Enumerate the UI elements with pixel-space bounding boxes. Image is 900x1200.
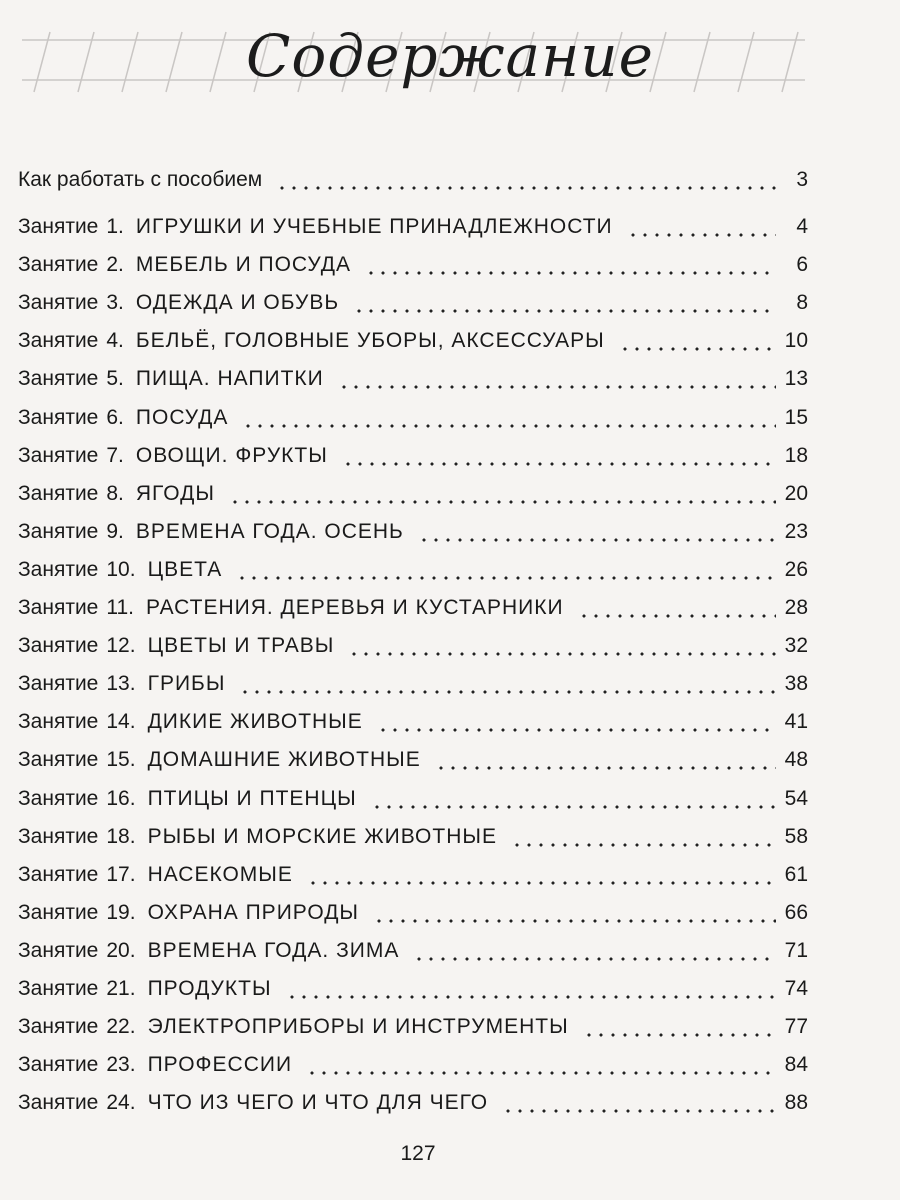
entry-number: 10. <box>106 557 136 581</box>
dot-leader <box>373 918 776 924</box>
dot-leader <box>365 270 776 276</box>
entry-prefix: Занятие <box>18 215 99 238</box>
intro-page-number: 3 <box>796 168 808 191</box>
entry-number: 15. <box>106 748 136 772</box>
entry-title: ОХРАНА ПРИРОДЫ <box>147 900 360 924</box>
entry-label <box>18 520 404 544</box>
entry-prefix: Занятие <box>18 824 99 848</box>
entry-prefix: Занятие <box>18 596 99 619</box>
entry-title: РАСТЕНИЯ. ДЕРЕВЬЯ И КУСТАРНИКИ <box>146 596 564 619</box>
entry-title: ПРОФЕССИИ <box>147 1053 293 1077</box>
entry-prefix: Занятие <box>18 1015 99 1039</box>
toc-entry[interactable] <box>18 520 808 554</box>
entry-number: 11. <box>106 596 135 619</box>
toc-entry[interactable] <box>18 901 808 935</box>
dot-leader <box>338 384 776 390</box>
entry-title: РЫБЫ И МОРСКИЕ ЖИВОТНЫЕ <box>147 824 497 848</box>
entry-title: ПРОДУКТЫ <box>147 977 272 1000</box>
entry-number: 19. <box>106 900 136 924</box>
dot-leader <box>435 765 776 771</box>
entry-prefix: Занятие <box>18 900 99 924</box>
entry-label <box>18 634 334 658</box>
entry-number: 7. <box>106 443 124 467</box>
heading-band <box>0 0 900 120</box>
entry-prefix: Занятие <box>18 367 99 391</box>
entry-label <box>18 291 339 315</box>
entry-title: ПТИЦЫ И ПТЕНЦЫ <box>147 786 357 810</box>
entry-prefix: Занятие <box>18 786 99 810</box>
entry-title: ЯГОДЫ <box>135 481 215 505</box>
entry-number: 5. <box>106 367 124 391</box>
entry-page-number: 20 <box>784 481 808 505</box>
toc-entry[interactable] <box>18 406 808 440</box>
entry-page-number: 4 <box>796 215 808 238</box>
dot-leader <box>413 956 776 962</box>
entry-title: ГРИБЫ <box>147 672 226 696</box>
intro-label: Как работать с пособием <box>18 168 263 191</box>
entry-number: 9. <box>106 519 124 543</box>
entry-prefix: Занятие <box>18 519 99 543</box>
dot-leader <box>342 461 776 467</box>
page-title: Содержание <box>246 22 654 90</box>
entry-label <box>18 215 613 239</box>
dot-leader <box>627 232 776 238</box>
toc-entry[interactable] <box>18 215 808 249</box>
entry-page-number: 32 <box>784 634 808 658</box>
toc-entry[interactable] <box>18 863 808 897</box>
dot-leader <box>511 842 776 848</box>
entry-page-number: 54 <box>784 786 808 810</box>
entry-prefix: Занятие <box>18 443 99 467</box>
entry-number: 13. <box>106 672 136 696</box>
entry-number: 1. <box>106 215 124 238</box>
entry-label <box>18 406 228 430</box>
toc-entry[interactable] <box>18 329 808 363</box>
dot-leader <box>583 1032 776 1038</box>
dot-leader <box>229 499 776 505</box>
entry-number: 20. <box>106 938 136 962</box>
toc-entry[interactable] <box>18 710 808 744</box>
entry-prefix: Занятие <box>18 291 99 315</box>
entry-page-number: 88 <box>784 1091 808 1115</box>
entry-number: 8. <box>106 481 124 505</box>
dot-leader <box>578 613 776 619</box>
entry-title: ДИКИЕ ЖИВОТНЫЕ <box>147 710 363 734</box>
dot-leader <box>418 537 776 543</box>
dot-leader <box>371 804 776 810</box>
entry-number: 4. <box>106 329 124 353</box>
dot-leader <box>306 1070 776 1076</box>
entry-label <box>18 1091 488 1115</box>
dot-leader <box>239 689 776 695</box>
footer-page-number: 127 <box>400 1142 436 1165</box>
entry-label <box>18 939 399 963</box>
entry-prefix: Занятие <box>18 672 99 696</box>
entry-number: 3. <box>106 291 124 315</box>
dot-leader <box>276 185 776 191</box>
toc-entry[interactable] <box>18 977 808 1011</box>
entry-label <box>18 253 351 277</box>
entry-page-number: 41 <box>784 710 808 734</box>
toc-entry[interactable] <box>18 1053 808 1087</box>
dot-leader <box>236 575 776 581</box>
entry-number: 6. <box>106 405 124 429</box>
entry-prefix: Занятие <box>18 862 99 886</box>
entry-label <box>18 482 215 506</box>
dot-leader <box>242 423 776 429</box>
entry-label <box>18 596 564 620</box>
entry-prefix: Занятие <box>18 634 99 658</box>
entry-page-number: 38 <box>784 672 808 696</box>
entry-title: ЧТО ИЗ ЧЕГО И ЧТО ДЛЯ ЧЕГО <box>147 1091 489 1115</box>
entry-prefix: Занятие <box>18 748 99 772</box>
entry-title: ИГРУШКИ И УЧЕБНЫЕ ПРИНАДЛЕЖНОСТИ <box>135 215 613 238</box>
entry-label <box>18 367 324 391</box>
entry-page-number: 61 <box>784 862 808 886</box>
toc-entry[interactable] <box>18 558 808 592</box>
entry-prefix: Занятие <box>18 710 99 734</box>
entry-label <box>18 748 421 772</box>
entry-title: ВРЕМЕНА ГОДА. ЗИМА <box>147 938 400 962</box>
entry-page-number: 13 <box>784 367 808 391</box>
entry-prefix: Занятие <box>18 1091 99 1115</box>
dot-leader <box>348 651 776 657</box>
entry-label <box>18 977 272 1001</box>
entry-title: ЦВЕТЫ И ТРАВЫ <box>147 634 335 658</box>
toc-entry[interactable] <box>18 748 808 782</box>
entry-prefix: Занятие <box>18 557 99 581</box>
entry-label <box>18 444 328 468</box>
entry-page-number: 8 <box>796 291 808 315</box>
entry-title: ЦВЕТА <box>147 557 223 581</box>
entry-prefix: Занятие <box>18 253 99 277</box>
entry-number: 16. <box>106 786 136 810</box>
entry-title: ОВОЩИ. ФРУКТЫ <box>135 443 328 467</box>
entry-label <box>18 825 497 849</box>
dot-leader <box>353 308 776 314</box>
entry-label <box>18 329 605 353</box>
entry-label <box>18 1053 292 1077</box>
entry-title: БЕЛЬЁ, ГОЛОВНЫЕ УБОРЫ, АКСЕССУАРЫ <box>135 329 605 353</box>
entry-title: ДОМАШНИЕ ЖИВОТНЫЕ <box>147 748 421 772</box>
entry-prefix: Занятие <box>18 405 99 429</box>
entry-label <box>18 787 357 811</box>
dot-leader <box>377 727 776 733</box>
entry-number: 18. <box>106 824 136 848</box>
entry-prefix: Занятие <box>18 481 99 505</box>
toc-entry[interactable] <box>18 1015 808 1049</box>
entry-title: ВРЕМЕНА ГОДА. ОСЕНЬ <box>135 519 404 543</box>
entry-page-number: 10 <box>784 329 808 353</box>
entry-prefix: Занятие <box>18 938 99 962</box>
entry-page-number: 84 <box>784 1053 808 1077</box>
entry-page-number: 28 <box>784 596 808 619</box>
entry-page-number: 26 <box>784 557 808 581</box>
entry-number: 23. <box>106 1053 136 1077</box>
toc-entry[interactable] <box>18 939 808 973</box>
entry-page-number: 48 <box>784 748 808 772</box>
entry-page-number: 71 <box>784 938 808 962</box>
entry-title: ПОСУДА <box>135 405 229 429</box>
entry-title: ПИЩА. НАПИТКИ <box>135 367 324 391</box>
toc-entry[interactable] <box>18 672 808 706</box>
entry-page-number: 6 <box>796 253 808 277</box>
toc-intro-row[interactable] <box>18 168 808 202</box>
entry-number: 22. <box>106 1015 136 1039</box>
entry-number: 12. <box>106 634 136 658</box>
entry-page-number: 15 <box>784 405 808 429</box>
entry-prefix: Занятие <box>18 1053 99 1077</box>
entry-number: 2. <box>106 253 124 277</box>
entry-label <box>18 863 293 887</box>
toc-entry[interactable] <box>18 482 808 516</box>
entry-number: 17. <box>106 862 136 886</box>
toc-entry[interactable] <box>18 634 808 668</box>
dot-leader <box>502 1108 776 1114</box>
dot-leader <box>619 346 776 352</box>
entry-number: 21. <box>106 977 136 1000</box>
entry-title: НАСЕКОМЫЕ <box>147 862 293 886</box>
entry-label <box>18 710 363 734</box>
entry-label <box>18 672 225 696</box>
toc-entry[interactable] <box>18 444 808 478</box>
entry-title: МЕБЕЛЬ И ПОСУДА <box>135 253 352 277</box>
entry-label <box>18 1015 569 1039</box>
entry-label <box>18 901 359 925</box>
entry-prefix: Занятие <box>18 329 99 353</box>
toc-entry[interactable] <box>18 253 808 287</box>
toc-entry[interactable] <box>18 367 808 401</box>
toc-entry[interactable] <box>18 787 808 821</box>
toc-entry[interactable] <box>18 596 808 630</box>
dot-leader <box>286 994 776 1000</box>
dot-leader <box>307 880 776 886</box>
entry-number: 24. <box>106 1091 136 1115</box>
entry-page-number: 66 <box>784 900 808 924</box>
toc-entry[interactable] <box>18 1091 808 1125</box>
toc-entry[interactable] <box>18 291 808 325</box>
entry-page-number: 58 <box>784 824 808 848</box>
entry-page-number: 77 <box>784 1015 808 1039</box>
entry-page-number: 74 <box>784 977 808 1000</box>
entry-title: ЭЛЕКТРОПРИБОРЫ И ИНСТРУМЕНТЫ <box>147 1015 569 1039</box>
entry-number: 14. <box>106 710 136 734</box>
entry-prefix: Занятие <box>18 977 99 1000</box>
entry-page-number: 23 <box>784 519 808 543</box>
entry-page-number: 18 <box>784 443 808 467</box>
toc-entry[interactable] <box>18 825 808 859</box>
entry-title: ОДЕЖДА И ОБУВЬ <box>135 291 340 315</box>
entry-label <box>18 558 222 582</box>
